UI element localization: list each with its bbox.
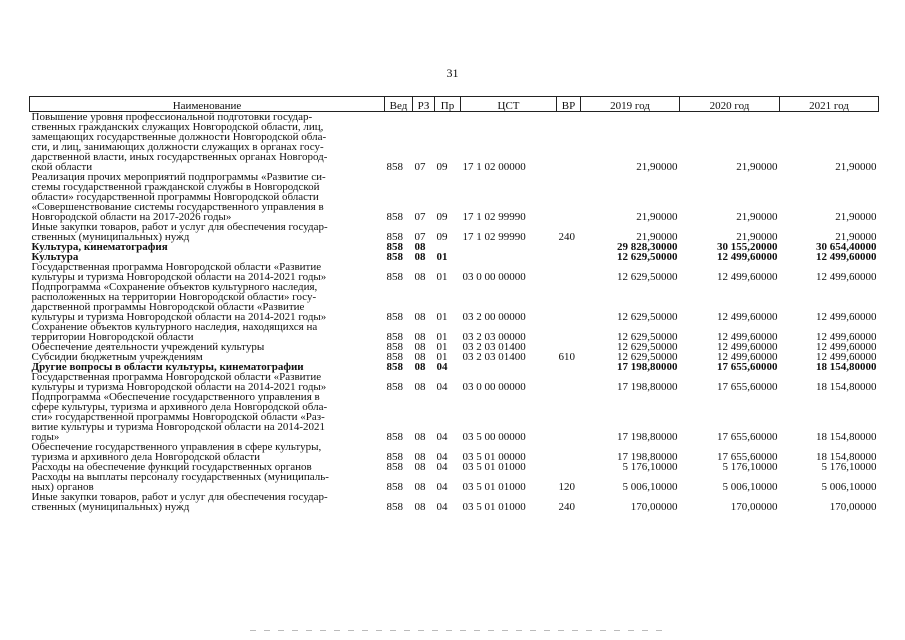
table-row — [30, 282, 879, 322]
cell-vr — [557, 362, 581, 372]
cell-pr: 09 — [436, 161, 448, 173]
cell-rz: 08 — [414, 271, 426, 283]
cell-vr: 240 — [558, 231, 575, 243]
cell-ved: 858 — [386, 161, 403, 173]
cell-2021: 30 654,40000 — [816, 241, 877, 253]
table-row — [30, 222, 879, 242]
cell-2021: 21,90000 — [835, 231, 877, 243]
cell-ved: 858 — [386, 331, 403, 343]
cell-pr: 09 — [436, 231, 448, 243]
cell-rz: 08 — [414, 501, 426, 513]
cell-pr: 04 — [436, 501, 448, 513]
header-ved: Вед — [385, 97, 413, 112]
cell-name: Подпрограмма «Сохранение объектов культурного наследия, расположенных на территории Новгородской области» госу- дарственной программы Новгородской области «Развитие культуры и туризма Новгородской области на 2014-2021 годы» — [31, 281, 327, 323]
cell-2021: 12 499,60000 — [816, 351, 877, 363]
cell-ved: 858 — [386, 461, 403, 473]
table-row — [30, 392, 879, 442]
cell-rz: 08 — [414, 361, 426, 373]
cell-2020: 21,90000 — [736, 231, 778, 243]
cell-vr: 240 — [558, 501, 575, 513]
cell-name: Государственная программа Новгородской области «Развитие культуры и туризма Новгородской области на 2014-2021 годы» — [31, 261, 327, 283]
header-vr: ВР — [557, 97, 581, 112]
cell-rz: 08 — [414, 341, 426, 353]
header-name: Наименование — [30, 97, 385, 112]
cell-cst — [461, 362, 557, 372]
cell-2020: 17 655,60000 — [717, 381, 778, 393]
cell-2020: 12 499,60000 — [717, 271, 778, 283]
cell-2019: 12 629,50000 — [617, 311, 678, 323]
cell-2020: 21,90000 — [736, 211, 778, 223]
cell-vr: 610 — [558, 351, 575, 363]
cell-2020: 30 155,20000 — [717, 241, 778, 253]
cell-2020: 12 499,60000 — [717, 351, 778, 363]
cell-name: Иные закупки товаров, работ и услуг для обеспечения государ- ственных (муниципальных) нужд — [31, 491, 328, 513]
cell-2020: 12 499,60000 — [717, 341, 778, 353]
cell-cst: 03 2 03 00000 — [462, 331, 526, 343]
cell-2021: 18 154,80000 — [816, 381, 877, 393]
cell-ved: 858 — [386, 341, 403, 353]
table-row — [30, 372, 879, 392]
table-row — [30, 112, 879, 173]
header-pr: Пр — [435, 97, 461, 112]
cell-2021: 12 499,60000 — [816, 311, 877, 323]
cell-ved: 858 — [386, 451, 403, 463]
cell-rz: 08 — [414, 311, 426, 323]
cell-rz: 07 — [414, 211, 426, 223]
cell-cst: 03 0 00 00000 — [462, 381, 526, 393]
cell-2019: 12 629,50000 — [617, 271, 678, 283]
cell-vr — [557, 442, 581, 462]
cell-vr: 120 — [558, 481, 575, 493]
cell-name: Государственная программа Новгородской области «Развитие культуры и туризма Новгородской области на 2014-2021 годы» — [31, 371, 327, 393]
cell-pr: 01 — [436, 251, 448, 263]
cell-vr — [557, 242, 581, 252]
cell-2020: 12 499,60000 — [717, 331, 778, 343]
cell-vr — [557, 252, 581, 262]
page-number: 31 — [446, 66, 459, 80]
cell-vr — [557, 112, 581, 173]
cell-name: Другие вопросы в области культуры, кинематографии — [31, 361, 304, 373]
cell-2019: 17 198,80000 — [617, 431, 678, 443]
cell-vr — [557, 392, 581, 442]
table-row — [30, 472, 879, 492]
cell-cst: 03 5 01 01000 — [462, 461, 526, 473]
cell-cst: 03 5 01 01000 — [462, 501, 526, 513]
cell-ved: 858 — [386, 481, 403, 493]
cell-cst: 17 1 02 99990 — [462, 211, 526, 223]
cell-pr: 04 — [436, 461, 448, 473]
cell-cst — [461, 242, 557, 252]
table-row — [30, 442, 879, 462]
header-2021: 2021 год — [780, 97, 879, 112]
cell-name: Подпрограмма «Обеспечение государственного управления в сфере культуры, туризма и архивного дела Новгородской обла- сти» государственной программы Новгородской области «Раз- витие культуры и туризма Новгородской области на 2014-2021 годы» — [31, 391, 328, 443]
cell-ved: 858 — [386, 431, 403, 443]
table-row — [30, 322, 879, 342]
cell-name: Субсидии бюджетным учреждениям — [31, 351, 203, 363]
cell-cst: 03 2 03 01400 — [462, 351, 526, 363]
cell-rz: 08 — [414, 331, 426, 343]
cell-pr: 04 — [436, 481, 448, 493]
cell-2020: 12 499,60000 — [717, 311, 778, 323]
cell-ved: 858 — [386, 211, 403, 223]
cell-vr — [557, 282, 581, 322]
cell-cst: 03 5 01 01000 — [462, 481, 526, 493]
cell-ved: 858 — [386, 241, 403, 253]
cell-2020: 17 655,60000 — [717, 361, 778, 373]
cell-cst — [461, 252, 557, 262]
cell-vr — [557, 262, 581, 282]
cell-cst: 17 1 02 99990 — [462, 231, 526, 243]
cell-pr: 01 — [436, 331, 448, 343]
cell-cst: 03 5 01 00000 — [462, 451, 526, 463]
cell-rz: 07 — [414, 161, 426, 173]
header-2020: 2020 год — [680, 97, 780, 112]
cell-name: Культура — [31, 251, 79, 263]
cell-2020: 21,90000 — [736, 161, 778, 173]
cell-vr — [557, 172, 581, 222]
table-row — [30, 172, 879, 222]
table-row — [30, 492, 879, 512]
cell-cst: 03 2 00 00000 — [462, 311, 526, 323]
cell-cst: 03 0 00 00000 — [462, 271, 526, 283]
cell-2019: 21,90000 — [636, 161, 678, 173]
cell-pr: 04 — [436, 361, 448, 373]
cell-name: Расходы на обеспечение функций государственных органов — [31, 461, 312, 473]
cell-name: Иные закупки товаров, работ и услуг для обеспечения государ- ственных (муниципальных) нужд — [31, 221, 328, 243]
cell-2019: 29 828,30000 — [617, 241, 678, 253]
cell-rz: 08 — [414, 381, 426, 393]
cell-2021: 18 154,80000 — [816, 361, 877, 373]
cell-rz: 08 — [414, 351, 426, 363]
cell-2021: 12 499,60000 — [816, 331, 877, 343]
cell-2021: 170,00000 — [829, 501, 877, 513]
cell-2019: 12 629,50000 — [617, 331, 678, 343]
header-2019: 2019 год — [581, 97, 680, 112]
cell-pr: 04 — [436, 381, 448, 393]
cell-name: Обеспечение деятельности учреждений культуры — [31, 341, 265, 353]
cell-2021: 12 499,60000 — [816, 341, 877, 353]
cell-rz: 08 — [414, 451, 426, 463]
cell-2021: 18 154,80000 — [816, 451, 877, 463]
cell-ved: 858 — [386, 501, 403, 513]
table-row — [30, 262, 879, 282]
table-header-row — [30, 97, 879, 112]
cell-rz: 08 — [414, 481, 426, 493]
cell-pr: 01 — [436, 271, 448, 283]
cell-name: Культура, кинематография — [31, 241, 168, 253]
cell-2020: 17 655,60000 — [717, 451, 778, 463]
cell-2019: 12 629,50000 — [617, 251, 678, 263]
cell-2019: 21,90000 — [636, 231, 678, 243]
cell-ved: 858 — [386, 251, 403, 263]
cell-rz: 08 — [414, 461, 426, 473]
cell-ved: 858 — [386, 351, 403, 363]
cell-2021: 5 006,10000 — [821, 481, 877, 493]
cell-2021: 5 176,10000 — [821, 461, 877, 473]
table-body — [30, 112, 879, 513]
header-cst: ЦСТ — [461, 97, 557, 112]
cell-pr: 04 — [436, 451, 448, 463]
scan-artifact-line — [250, 630, 670, 631]
header-rz: РЗ — [413, 97, 435, 112]
cell-2019: 12 629,50000 — [617, 341, 678, 353]
cell-2020: 170,00000 — [730, 501, 778, 513]
cell-rz: 08 — [414, 251, 426, 263]
cell-2019: 17 198,80000 — [617, 361, 678, 373]
cell-pr: 01 — [436, 351, 448, 363]
cell-ved: 858 — [386, 381, 403, 393]
budget-table — [29, 96, 879, 512]
cell-name: Повышение уровня профессиональной подготовки государ- ственных гражданских служащих Новгородской области, лиц, замещающих государственные должности Новгородской обла- сти, и лиц, занимающих должности служащих в органах госу- дарственной власти, иных государственных органах Новгород- ской области — [31, 111, 328, 173]
cell-pr: 09 — [436, 211, 448, 223]
cell-pr: 01 — [436, 311, 448, 323]
cell-name: Обеспечение государственного управления в сфере культуры, туризма и архивного дела Новгородской области — [31, 441, 322, 463]
cell-2019: 17 198,80000 — [617, 381, 678, 393]
cell-2019: 12 629,50000 — [617, 351, 678, 363]
cell-rz: 07 — [414, 231, 426, 243]
cell-pr: 01 — [436, 341, 448, 353]
cell-2019: 21,90000 — [636, 211, 678, 223]
cell-cst: 03 5 00 00000 — [462, 431, 526, 443]
cell-ved: 858 — [386, 271, 403, 283]
cell-2019: 5 006,10000 — [622, 481, 678, 493]
cell-2021: 12 499,60000 — [816, 271, 877, 283]
cell-cst: 17 1 02 00000 — [462, 161, 526, 173]
cell-name: Расходы на выплаты персоналу государственных (муниципаль- ных) органов — [31, 471, 329, 493]
cell-cst: 03 2 03 01400 — [462, 341, 526, 353]
cell-rz: 08 — [414, 431, 426, 443]
cell-2021: 21,90000 — [835, 211, 877, 223]
cell-2019: 170,00000 — [630, 501, 678, 513]
cell-vr — [557, 462, 581, 472]
cell-ved: 858 — [386, 311, 403, 323]
cell-vr — [557, 322, 581, 342]
cell-2021: 21,90000 — [835, 161, 877, 173]
cell-2020: 12 499,60000 — [717, 251, 778, 263]
cell-ved: 858 — [386, 231, 403, 243]
cell-2020: 5 176,10000 — [722, 461, 778, 473]
cell-name: Реализация прочих мероприятий подпрограммы «Развитие си- стемы государственной гражданской службы в Новгородской области» государственной программы Новгородской области «Совершенствование системы государственного управления в Новгородской области на 2017-2026 годы» — [31, 171, 326, 223]
cell-2019: 17 198,80000 — [617, 451, 678, 463]
cell-vr — [557, 372, 581, 392]
cell-2021: 12 499,60000 — [816, 251, 877, 263]
cell-name: Сохранение объектов культурного наследия, находящихся на территории Новгородской области — [31, 321, 318, 343]
cell-2020: 5 006,10000 — [722, 481, 778, 493]
cell-2020: 17 655,60000 — [717, 431, 778, 443]
cell-ved: 858 — [386, 361, 403, 373]
cell-pr: 04 — [436, 431, 448, 443]
cell-rz: 08 — [414, 241, 426, 253]
cell-2019: 5 176,10000 — [622, 461, 678, 473]
cell-2021: 18 154,80000 — [816, 431, 877, 443]
